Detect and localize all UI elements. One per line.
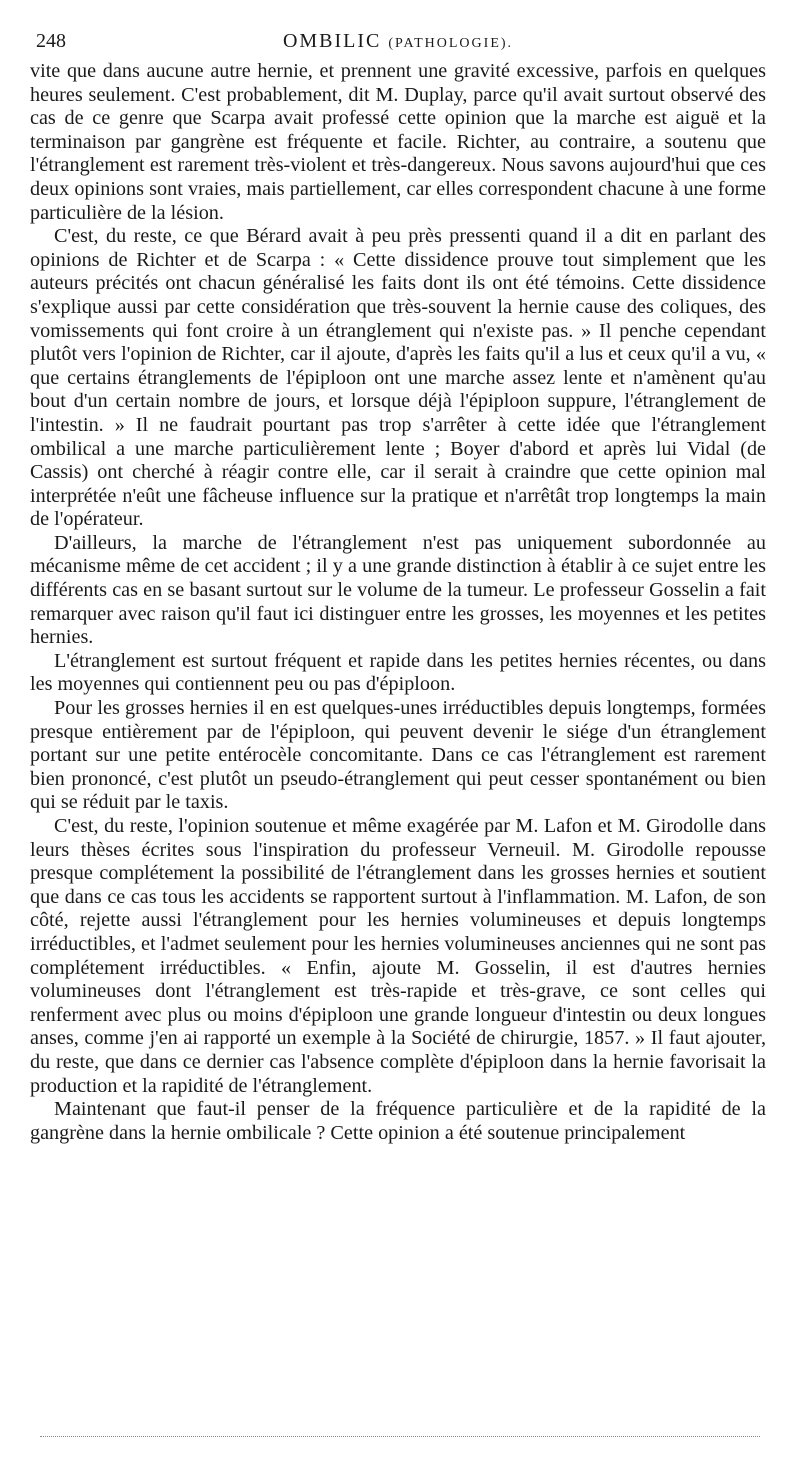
paragraph: Maintenant que faut-il penser de la fréquence particulière et de la rapidité de la gangrène dans la hernie ombilicale ? Cette opinion a été soutenue principalement — [30, 1098, 766, 1144]
paragraph: vite que dans aucune autre hernie, et prennent une gravité excessive, parfois en quelques heures seulement. C'est probablement, dit M. Duplay, parce qu'il avait surtout observé des cas de ce genre que Scarpa avait professé cette opinion que la marche est aiguë et la terminaison par gangrène est fréquente et facile. Richter, au contraire, a soutenu que l'étranglement est rarement très-violent et très-dangereux. Nous savons aujourd'hui que ces deux opinions sont vraies, mais partiellement, car elles correspondent chacune à une forme particulière de la lésion. — [30, 60, 766, 224]
running-title-main: OMBILIC — [282, 30, 382, 52]
body-text — [30, 60, 766, 1145]
document-page — [30, 26, 766, 1145]
page-number: 248 — [36, 30, 66, 52]
paragraph: D'ailleurs, la marche de l'étranglement n'est pas uniquement subordonnée au mécanisme même de cet accident ; il y a une grande distinction à établir à ce sujet entre les différents cas en se basant surtout sur le volume de la tumeur. Le professeur Gosselin a fait remarquer avec raison qu'il faut ici distinguer entre les grosses, les moyennes et les petites hernies. — [30, 531, 766, 649]
paragraph: Pour les grosses hernies il en est quelques-unes irréductibles depuis longtemps, formées presque entièrement par de l'épiploon, qui peuvent devenir le siége d'un étranglement portant sur une petite entérocèle concomitante. Dans ce cas l'étranglement est rarement bien prononcé, c'est plutôt un pseudo-étranglement qui peut cesser spontanément ou bien qui se réduit par le taxis. — [30, 697, 766, 814]
paragraph: C'est, du reste, l'opinion soutenue et même exagérée par M. Lafon et M. Girodolle dans leurs thèses écrites sous l'inspiration du professeur Verneuil. M. Girodolle repousse presque complétement la possibilité de l'étranglement dans les grosses hernies et soutient que dans ce cas tous les accidents se rapportent surtout à l'inflammation. M. Lafon, de son côté, rejette aussi l'étranglement pour les hernies volumineuses et depuis longtemps irréductibles, et l'admet seulement pour les hernies volumineuses anciennes qui ne sont pas complétement irréductibles. « Enfin, ajoute M. Gosselin, il est d'autres hernies volumineuses dont l'étranglement est très-rapide et très-grave, ce sont celles qui renferment avec plus ou moins d'épiploon une grande longueur d'intestin ou deux longues anses, comme j'en ai rapporté un exemple à la Société de chirurgie, 1857. » Il faut ajouter, du reste, que dans ce dernier cas l'absence complète d'épiploon dans la hernie favorisait la production et la rapidité de l'étranglement. — [30, 815, 766, 1097]
page-bottom-rule — [40, 1436, 760, 1437]
paragraph: L'étranglement est surtout fréquent et rapide dans les petites hernies récentes, ou dans les moyennes qui contiennent peu ou pas d'épiploon. — [30, 649, 766, 696]
paragraph: C'est, du reste, ce que Bérard avait à peu près pressenti quand il a dit en parlant des opinions de Richter et de Scarpa : « Cette dissidence prouve tout simplement que les auteurs précités ont chacun généralisé les faits dont ils ont été témoins. Cette dissidence s'explique aussi par cette considération que très-souvent la hernie cause des coliques, des vomissements qui font croire à un étranglement qui n'existe pas. » Il penche cependant plutôt vers l'opinion de Richter, car il ajoute, d'après les faits qu'il a lus et ceux qu'il a vu, « que certains étranglements de l'épiploon ont une marche assez lente et n'amènent qu'au bout d'un certain nombre de jours, et lorsque déjà l'épiploon suppure, l'étranglement de l'intestin. » Il ne faudrait pourtant pas trop s'arrêter à cette idée que l'étranglement ombilical a une marche particulièrement lente ; Boyer d'abord et après lui Vidal (de Cassis) ont cherché à réagir contre elle, car il serait à craindre que cette opinion mal interprétée n'eût une fâcheuse influence sur la pratique et n'arrêtât trop longtemps la main de l'opérateur. — [30, 225, 766, 531]
running-header — [30, 26, 766, 60]
running-title — [30, 30, 766, 53]
running-title-subtitle: (PATHOLOGIE). — [388, 36, 514, 51]
